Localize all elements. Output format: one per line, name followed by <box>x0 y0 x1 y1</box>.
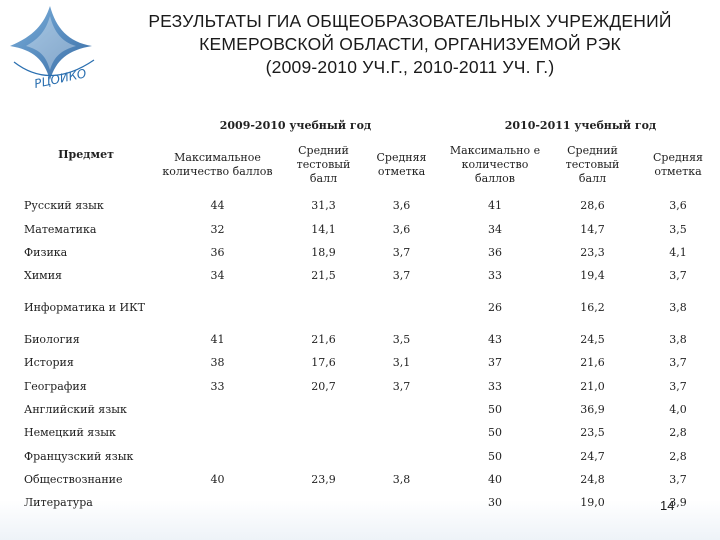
value-cell: 19,4 <box>580 269 605 283</box>
value-cell: 37 <box>488 356 502 370</box>
value-cell: 3,6 <box>392 199 411 213</box>
value-cell: 41 <box>488 199 502 213</box>
value-cell: 3,7 <box>669 379 687 393</box>
table-row <box>22 288 720 328</box>
value-cell <box>150 288 285 328</box>
value-cell: 3,6 <box>392 222 411 236</box>
value-cell: 50 <box>488 449 502 463</box>
value-cell <box>150 491 285 514</box>
table-row <box>22 241 720 264</box>
logo-text: РЦОИКО <box>32 66 88 92</box>
subject-cell: Русский язык <box>24 199 104 213</box>
subject-cell: Английский язык <box>24 402 127 416</box>
value-cell: 3,1 <box>392 356 411 370</box>
value-cell <box>285 398 362 421</box>
value-cell: 3,7 <box>669 269 687 283</box>
value-cell: 23,3 <box>580 245 605 259</box>
results-table <box>22 114 720 515</box>
subject-cell: Обществознание <box>24 473 123 487</box>
subject-column-header: Предмет <box>58 147 114 161</box>
value-cell <box>285 421 362 444</box>
value-cell: 28,6 <box>580 199 605 213</box>
value-cell: 43 <box>488 332 502 346</box>
value-cell: 4,1 <box>669 245 687 259</box>
value-cell: 3,9 <box>669 496 687 510</box>
value-cell <box>362 398 441 421</box>
value-cell: 21,6 <box>580 356 605 370</box>
value-cell: 14,7 <box>580 222 605 236</box>
value-cell: 34 <box>210 269 225 283</box>
value-cell: 24,8 <box>580 473 605 487</box>
col-header-max-score-2010: Максимальное количество баллов <box>162 151 273 178</box>
value-cell: 19,0 <box>580 496 605 510</box>
value-cell <box>150 445 285 468</box>
table-row <box>22 491 720 514</box>
table-row <box>22 328 720 351</box>
value-cell: 34 <box>488 222 502 236</box>
value-cell: 3,7 <box>392 269 411 283</box>
value-cell: 3,7 <box>392 379 411 393</box>
value-cell: 3,7 <box>669 356 687 370</box>
col-header-avg-grade-2010: Средняя отметка <box>376 151 427 178</box>
value-cell: 3,8 <box>669 332 687 346</box>
table-body <box>22 194 720 515</box>
year-header-2009-2010: 2009-2010 учебный год <box>219 118 372 132</box>
value-cell: 36 <box>488 245 502 259</box>
value-cell: 33 <box>488 269 502 283</box>
col-header-avg-score-2010: Средний тестовый балл <box>296 144 351 185</box>
title-line-1: РЕЗУЛЬТАТЫ ГИА ОБЩЕОБРАЗОВАТЕЛЬНЫХ УЧРЕЖДЕНИЙ <box>148 11 672 31</box>
value-cell <box>362 288 441 328</box>
value-cell: 26 <box>488 301 502 315</box>
subject-cell: Химия <box>24 269 62 283</box>
value-cell: 21,5 <box>311 269 336 283</box>
value-cell: 2,8 <box>669 426 687 440</box>
title-line-3: (2009-2010 УЧ.Г., 2010-2011 УЧ. Г.) <box>265 57 555 77</box>
value-cell: 33 <box>210 379 225 393</box>
col-header-avg-score-2011: Средний тестовый балл <box>565 144 620 185</box>
value-cell: 41 <box>210 332 225 346</box>
value-cell: 32 <box>210 222 225 236</box>
table-row <box>22 351 720 374</box>
subject-cell: История <box>24 356 74 370</box>
table-row <box>22 374 720 397</box>
value-cell <box>285 491 362 514</box>
value-cell: 18,9 <box>311 245 336 259</box>
page-title <box>100 10 720 79</box>
value-cell: 23,5 <box>580 426 605 440</box>
value-cell: 30 <box>488 496 502 510</box>
value-cell: 36 <box>210 245 225 259</box>
value-cell: 38 <box>210 356 225 370</box>
value-cell: 21,0 <box>580 379 605 393</box>
value-cell <box>150 398 285 421</box>
subject-cell: Французский язык <box>24 449 134 463</box>
value-cell: 4,0 <box>669 402 687 416</box>
table-row <box>22 421 720 444</box>
value-cell: 24,7 <box>580 449 605 463</box>
value-cell: 3,5 <box>392 332 411 346</box>
subject-cell: Биология <box>24 332 80 346</box>
value-cell: 36,9 <box>580 402 605 416</box>
table-row <box>22 194 720 217</box>
year-header-2010-2011: 2010-2011 учебный год <box>504 118 657 132</box>
value-cell: 50 <box>488 402 502 416</box>
table-row <box>22 398 720 421</box>
value-cell: 50 <box>488 426 502 440</box>
subject-cell: Математика <box>24 222 97 236</box>
value-cell: 16,2 <box>580 301 605 315</box>
value-cell <box>285 445 362 468</box>
table-row <box>22 264 720 287</box>
table-row <box>22 217 720 240</box>
value-cell <box>362 491 441 514</box>
table-row <box>22 445 720 468</box>
value-cell: 14,1 <box>311 222 336 236</box>
value-cell: 40 <box>210 473 225 487</box>
subject-cell: География <box>24 379 87 393</box>
value-cell: 21,6 <box>311 332 336 346</box>
page-number: 14 <box>660 498 675 513</box>
title-line-2: КЕМЕРОВСКОЙ ОБЛАСТИ, ОРГАНИЗУЕМОЙ РЭК <box>199 34 621 54</box>
value-cell <box>150 421 285 444</box>
value-cell: 3,5 <box>669 222 687 236</box>
value-cell: 20,7 <box>311 379 336 393</box>
value-cell: 40 <box>488 473 502 487</box>
value-cell: 2,8 <box>669 449 687 463</box>
col-header-max-score-2011: Максимально е количество баллов <box>449 144 541 185</box>
rcoiko-logo <box>4 2 102 94</box>
table-row <box>22 468 720 491</box>
value-cell <box>285 288 362 328</box>
value-cell <box>362 421 441 444</box>
value-cell: 3,8 <box>669 301 687 315</box>
col-header-avg-grade-2011: Средняя отметка <box>653 151 703 178</box>
value-cell <box>362 445 441 468</box>
value-cell: 31,3 <box>311 199 336 213</box>
value-cell: 3,7 <box>392 245 411 259</box>
subject-cell: Немецкий язык <box>24 426 116 440</box>
subject-cell: Физика <box>24 245 68 259</box>
value-cell: 3,8 <box>392 473 411 487</box>
value-cell: 3,7 <box>669 473 687 487</box>
value-cell: 33 <box>488 379 502 393</box>
value-cell: 23,9 <box>311 473 336 487</box>
value-cell: 24,5 <box>580 332 605 346</box>
value-cell: 3,6 <box>669 199 687 213</box>
value-cell: 44 <box>210 199 225 213</box>
subject-cell: Литература <box>24 496 93 510</box>
value-cell: 17,6 <box>311 356 336 370</box>
subject-cell: Информатика и ИКТ <box>24 301 145 315</box>
